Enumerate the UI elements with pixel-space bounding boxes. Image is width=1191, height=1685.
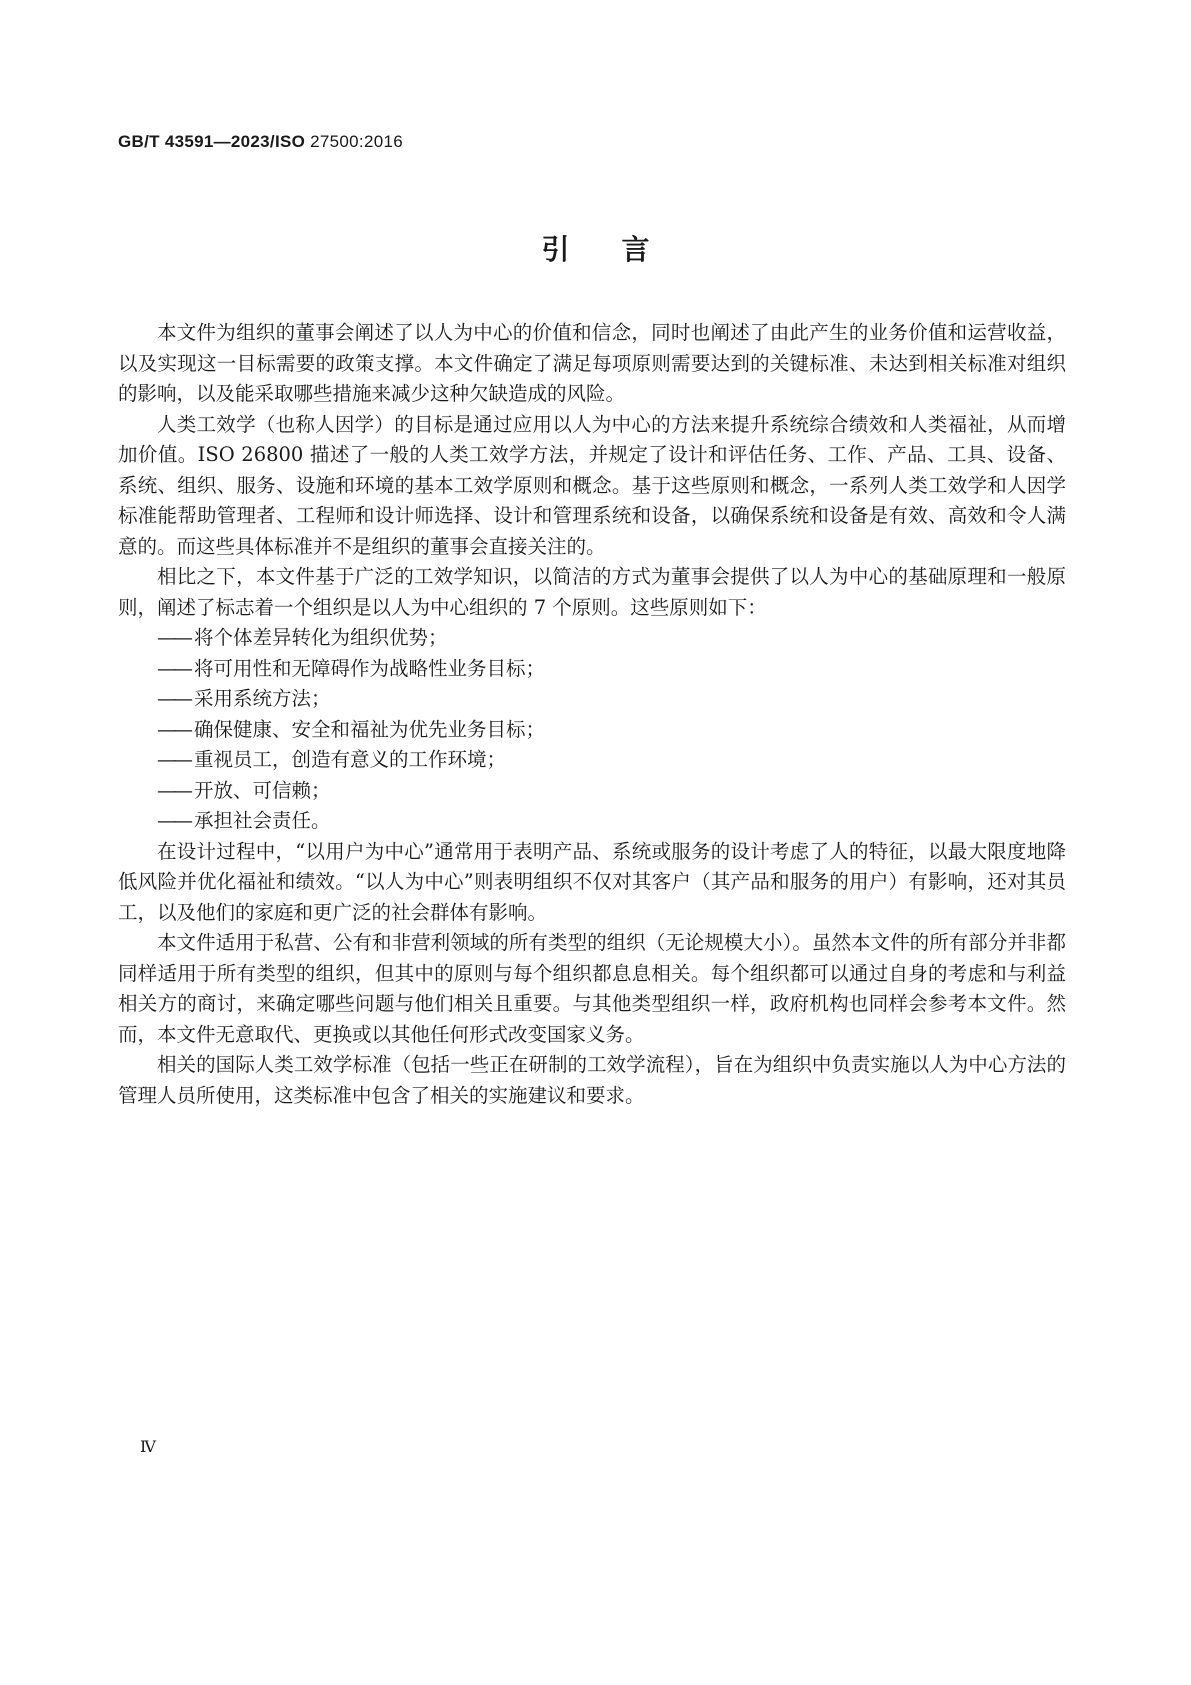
dash-marker: —— [157,687,190,710]
list-item-text: 确保健康、安全和福祉为优先业务目标； [194,717,546,741]
dash-marker: —— [157,656,190,680]
list-item [118,806,1066,837]
list-item [118,776,1066,807]
list-item-text: 将可用性和无障碍作为战略性业务目标； [194,656,546,680]
dash-marker: —— [157,778,190,802]
list-item-text: 重视员工，创造有意义的工作环境； [194,748,507,771]
list-item [118,684,1066,715]
list-item-text: 承担社会责任。 [194,809,331,832]
document-code-iso-year: 27500:2016 [305,132,403,151]
paragraph: 人类工效学（也称人因学）的目标是通过应用以人为中心的方法来提升系统综合绩效和人类福祉，从而增加价值。ISO 26800 描述了一般的人类工效学方法，并规定了设计和评估任务、工作、产品、工具、设备、系统、组织、服务、设施和环境的基本工效学原则和概念。基于这些原则和概念，一系列人类工效学和人因学标准能帮助管理者、工程师和设计师选择、设计和管理系统和设备，以确保系统和设备是有效、高效和令人满意的。而这些具体标准并不是组织的董事会直接关注的。 [118,412,1066,558]
dash-marker: —— [157,626,190,649]
paragraph: 本文件适用于私营、公有和非营利领域的所有类型的组织（无论规模大小）。虽然本文件的所有部分并非都同样适用于所有类型的组织，但其中的原则与每个组织都息息相关。每个组织都可以通过自身的考虑和与利益相关方的商讨，来确定哪些问题与他们相关且重要。与其他类型组织一样，政府机构也同样会参考本文件。然而，本文件无意取代、更换或以其他任何形式改变国家义务。 [118,931,1066,1046]
main-content [118,318,1066,1111]
principles-list [118,623,1066,837]
paragraph: 在设计过程中，“以用户为中心”通常用于表明产品、系统或服务的设计考虑了人的特征，以最大限度地降低风险并优化福祉和绩效。“以人为中心”则表明组织不仅对其客户（其产品和服务的用户）有影响，还对其员工，以及他们的家庭和更广泛的社会群体有影响。 [118,839,1066,924]
document-code-header [118,132,403,152]
paragraph: 相关的国际人类工效学标准（包括一些正在研制的工效学流程），旨在为组织中负责实施以人为中心方法的管理人员所使用，这类标准中包含了相关的实施建议和要求。 [118,1053,1066,1107]
list-item [118,654,1066,685]
section-title: 引言 [541,233,702,266]
list-item-text: 将个体差异转化为组织优势； [194,626,448,649]
dash-marker: —— [157,809,190,832]
list-item-text: 采用系统方法； [194,687,331,710]
list-item [118,745,1066,776]
page-number: Ⅳ [140,1437,156,1456]
list-item [118,715,1066,746]
paragraph: 本文件为组织的董事会阐述了以人为中心的价值和信念，同时也阐述了由此产生的业务价值和运营收益，以及实现这一目标需要的政策支撑。本文件确定了满足每项原则需要达到的关键标准、未达到相关标准对组织的影响，以及能采取哪些措施来减少这种欠缺造成的风险。 [118,321,1066,405]
list-item-text: 开放、可信赖； [194,778,331,802]
paragraph: 相比之下，本文件基于广泛的工效学知识，以简洁的方式为董事会提供了以人为中心的基础原理和一般原则，阐述了标志着一个组织是以人为中心组织的 7 个原则。这些原则如下： [118,565,1066,619]
list-item [118,623,1066,654]
document-code-bold: GB/T 43591—2023/ISO [118,132,306,151]
dash-marker: —— [157,717,190,741]
dash-marker: —— [157,748,190,771]
